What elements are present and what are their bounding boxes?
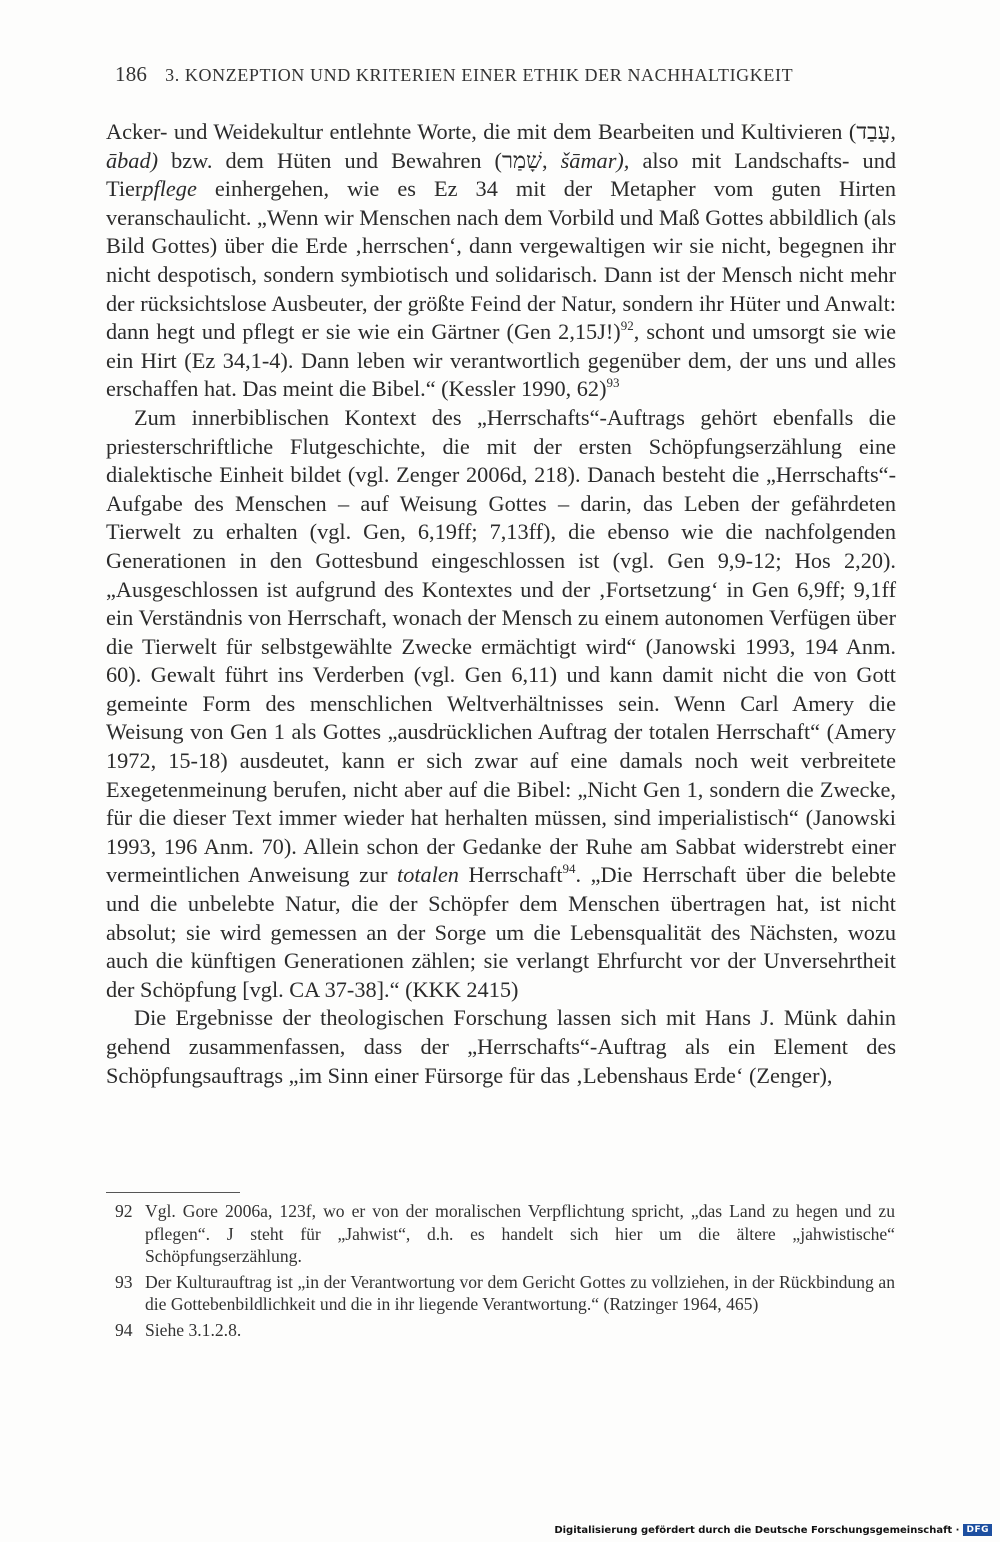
transliteration: šāmar), [560,147,630,173]
footnote-text: Der Kulturauftrag ist „in der Verantwortung vor dem Gericht Gottes zu vollziehen, in der Rückbindung an die Gottebenbildlichkeit und die in ihr liegende Verantwortung.“ (Ratzinger 1964, 465) [145,1271,895,1314]
main-text [106,118,896,1090]
text-run: einhergehen, wie es Ez 34 mit der Metapher vom guten Hirten veranschaulicht. „Wenn wir Menschen nach dem Vorbild und Maß Gottes abbildlich (als Bild Gottes) über die Erde ‚herrschen‘, dann vergewaltigen wir sie nicht, begegnen ihr nicht despotisch, sondern symbiotisch und solidarisch. Dann ist der Mensch nicht mehr der rücksichtslose Ausbeuter, der größte Feind der Natur, sondern ihr Hüter und Anwalt: dann hegt und pflegt er sie wie ein Gärtner (Gen 2,15J!) [106,176,896,345]
text-run: Zum innerbiblischen Kontext des „Herrschafts“-Auftrags gehört ebenfalls die priesterschriftliche Flutgeschichte, die mit der ersten Schöpfungserzählung eine dialektische Einheit bildet (vgl. Zenger 2006d, 218). Danach besteht die „Herrschafts“-Aufgabe des Menschen – auf Weisung Gottes – darin, das Leben der gefährdeten Tierwelt zu erhalten (vgl. Gen, 6,19ff; 7,13ff), die ebenso wie die nachfolgenden Generationen in den Gottesbund eingeschlossen ist (vgl. Gen 9,9-12; Hos 2,20). „Ausgeschlossen ist aufgrund des Kontextes und der ‚Fortsetzung‘ in Gen 6,9ff; 9,1ff ein Verständnis von Herrschaft, wonach der Mensch zu einem autonomen Verfügen über die Tierwelt für selbstgewählte Zwecke ermächtigt wird“ (Janowski 1993, 194 Anm. 60). Gewalt führt ins Verderben (vgl. Gen 6,11) und kann damit nicht die von Gott gemeinte Form des menschlichen Weltverhältnisses sein. Wenn Carl Amery die Weisung von Gen 1 als Gottes „ausdrücklichen Auftrag der totalen Herrschaft“ (Amery 1972, 15-18) ausdeutet, kann er sich zwar auf eine damals noch weit verbreitete Exegetenmeinung berufen, nicht aber auf die Bibel: „Nicht Gen 1, sondern die Zwecke, für die dieser Text immer wieder hat herhalten müssen, sind imperialistisch“ (Janowski 1993, 196 Anm. 70). Allein schon der Gedanke der Ruhe am Sabbat widerstrebt einer vermeintlichen Anweisung zur [106,404,896,888]
paragraph-3: Die Ergebnisse der theologischen Forschung lassen sich mit Hans J. Münk dahin gehend zusammenfassen, dass der „Herrschafts“-Auftrag als ein Element des Schöpfungsauftrags „im Sinn einer Fürsorge für das ‚Lebenshaus Erde‘ (Zenger), [106,1005,896,1088]
emphasis: totalen [397,862,459,888]
footnote-separator [106,1192,240,1193]
text-run: Acker- und Weidekultur entlehnte Worte, die mit dem Bearbeiten und Kultivieren (עָבַד, [106,119,896,144]
dfg-logo: DFG [963,1524,992,1536]
footnote-ref-92[interactable]: 92 [620,318,634,334]
footnote-number: 92 [115,1201,133,1221]
text-run: also mit Landschafts- und Tier [106,147,896,202]
text-run: , schont und umsorgt sie wie ein Hirt (Ez 34,1-4). Dann leben wir verantwortlich gegenüber dem, der uns und alles erschaffen hat. Das meint die Bibel.“ (Kessler 1990, 62) [106,319,896,402]
footnote-number: 94 [115,1319,133,1340]
text-run: . „Die Herrschaft über die belebte und die unbelebte Natur, die der Schöpfer dem Menschen übertragen hat, ist nicht absolut; sie wird gemessen an der Sorge um die Lebensqualität des Nächsten, wozu auch die künftigen Generationen zählen; sie verlangt Ehrfurcht vor der Unversehrtheit der Schöpfung [vgl. CA 37-38].“ (KKK 2415) [106,862,896,1002]
text-run: bzw. dem Hüten und Bewahren (שָׁמַר, [158,147,561,173]
paragraph-2 [106,404,896,1004]
footnote-text: Siehe 3.1.2.8. [145,1319,242,1340]
footnote-number: 93 [115,1271,133,1292]
footnote-ref-93[interactable]: 93 [606,375,620,391]
footnote-93 [115,1271,895,1316]
emphasis: pflege [142,176,197,202]
footnotes [115,1200,895,1344]
running-title: 3. KONZEPTION UND KRITERIEN EINER ETHIK DER NACHHALTIGKEIT [165,65,794,85]
footnote-94 [115,1319,895,1342]
footnote-text: Vgl. Gore 2006a, 123f, wo er von der moralischen Verpflichtung spricht, „das Land zu hegen und zu pflegen“. J steht für „Jahwist“, d.h. es handelt sich hier um die ältere „jahwistische“ Schöpfungserzählung. [145,1201,895,1266]
digitization-footer [554,1522,992,1538]
text-run: Herrschaft [458,862,563,888]
page-number: 186 [115,62,148,86]
running-header [115,62,895,87]
footer-credit: Digitalisierung gefördert durch die Deutsche Forschungsgemeinschaft · [554,1524,960,1536]
paragraph-1 [106,118,896,404]
footnote-92 [115,1200,895,1268]
transliteration: ābad) [106,147,159,173]
footnote-ref-94[interactable]: 94 [562,861,576,877]
